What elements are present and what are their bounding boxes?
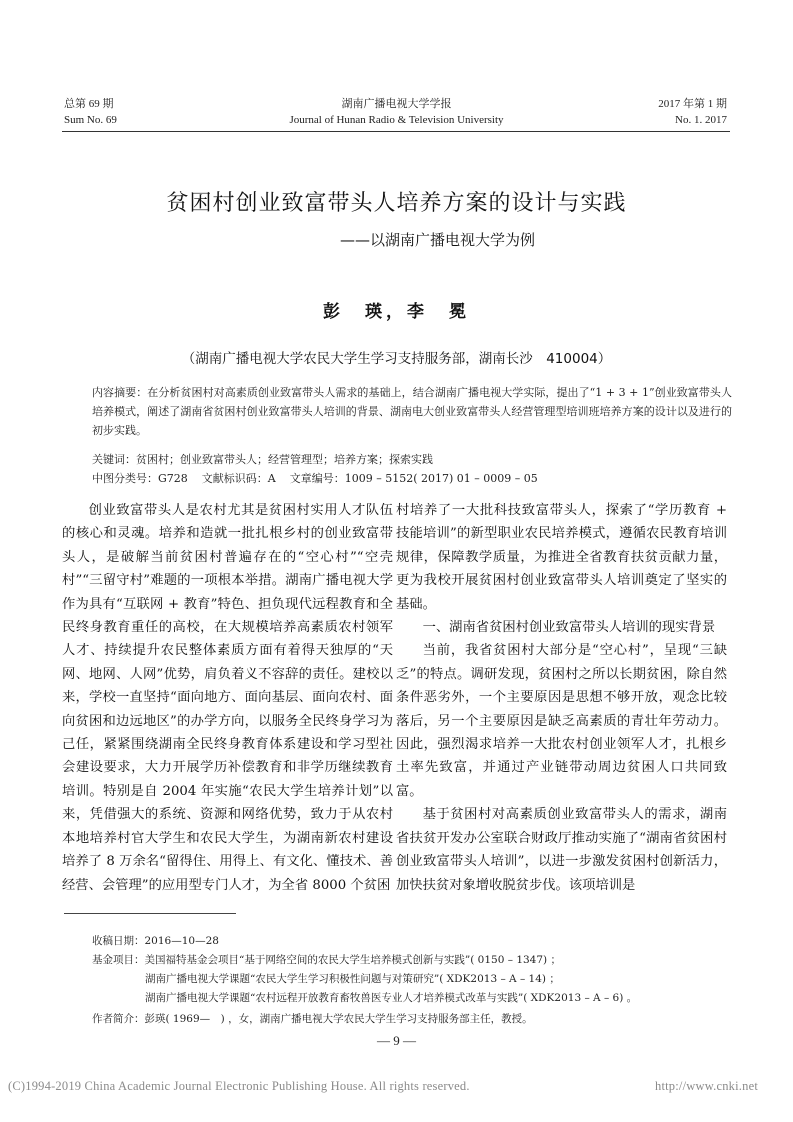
copyright-watermark — [8, 1079, 788, 1094]
article-id-label: 文章编号： — [289, 472, 345, 485]
body-paragraph-continued: 村培养了一大批科技致富带头人，探索了“学历教育 + 技能培训”的新型职业农民培养模式，遵循农民教育培训规律，保障教学质量，为推进全省教育扶贫贡献力量，更为我校开展贫困村创业致富带头人培训奠定了坚实的基础。 — [396, 503, 727, 612]
footnote-author-bio: 作者简介：彭瑛( 1969— ) ，女，湖南广播电视大学农民大学生学习支持服务部主任，教授。 — [92, 1013, 533, 1025]
body-paragraph: 当前，我省贫困村大部分是“空心村”，呈现“三缺乏”的特点。调研发现，贫困村之所以长期贫困，除自然条件恶劣外，一个主要原因是思想不够开放，观念比较落后，另一个主要原因是缺乏高素质的青壮年劳动力。因此，强烈渴求培养一大批农村创业领军人才，扎根乡土率先致富，并通过产业链带动周边贫困人口共同致富。 — [396, 643, 727, 799]
abstract-text: 在分析贫困村对高素质创业致富带头人需求的基础上，结合湖南广播电视大学实际，提出了“1 + 3 + 1”创业致富带头人培养模式，阐述了湖南省贫困村创业致富带头人培训的背景、湖南电大创业致富带头人经营管理型培训班培养方案的设计以及进行的初步实践。 — [92, 386, 732, 437]
page-number: — 9 — — [377, 1033, 416, 1048]
journal-name-en: Journal of Hunan Radio & Television University — [289, 114, 504, 126]
doc-code-value: A — [267, 472, 276, 485]
abstract — [92, 383, 732, 440]
article-authors: 彭 瑛，李 冕 — [323, 302, 470, 322]
body-column-left — [62, 499, 393, 897]
clc-value: G728 — [158, 472, 188, 485]
author-affiliation: （湖南广播电视大学农民大学生学习支持服务部，湖南长沙 410004） — [181, 351, 612, 367]
article-subtitle: ——以湖南广播电视大学为例 — [339, 231, 535, 249]
journal-name-cn: 湖南广播电视大学学报 — [341, 98, 452, 110]
footnote-fund-1: 基金项目：美国福特基金会项目“基于网络空间的农民大学生培养模式创新与实践”( 0150 – 1347) ； — [92, 954, 561, 966]
article-title: 贫困村创业致富带头人培养方案的设计与实践 — [166, 191, 627, 216]
footnote-fund-2: 湖南广播电视大学课题“农民大学生学习积极性问题与对策研究”( XDK2013 – A – 14) ； — [145, 973, 560, 985]
section-heading: 一、湖南省贫困村创业致富带头人培训的现实背景 — [422, 620, 716, 636]
article-id-value: 1009 – 5152( 2017) 01 – 0009 – 05 — [344, 472, 538, 485]
body-paragraph: 创业致富带头人是农村尤其是贫困村实用人才队伍的核心和灵魂。培养和造就一批扎根乡村的创业致富带头人，是破解当前贫困村普遍存在的“空心村”“空壳村”“三留守村”难题的一项根本举措。湖南广播电视大学作为具有“互联网 + 教育”特色、担负现代远程教育和全民终身教育重任的高校，在大规模培养高素质农村领军人才、持续提升农民整体素质方面有着得天独厚的“天网、地网、人网”优势，肩负着义不容辞的责任。建校以来，学校一直坚持“面向地方、面向基层、面向农村、面向贫困和边远地区”的办学方向，以服务全民终身学习为己任，紧紧围绕湖南全民终身教育体系建设和学习型社会建设要求，大力开展学历补偿教育和非学历继续教育培训。特别是自 2004 年实施“农民大学生培养计划”以来，凭借强大的系统、资源和网络优势，致力于从农村本地培养村官大学生和农民大学生，为湖南新农村建设培养了 8 万余名“留得住、用得上、有文化、懂技术、善经营、会管理”的应用型专门人才，为全省 8000 个贫困 — [62, 503, 393, 893]
keywords-label: 关键词： — [92, 453, 136, 466]
footnote-divider — [64, 913, 236, 914]
issue-number-en: No. 1. 2017 — [675, 114, 727, 126]
header-divider — [62, 131, 730, 132]
copyright-text: (C)1994-2019 China Academic Journal Electronic Publishing House. All rights reserved. — [8, 1079, 470, 1093]
keywords-text: 贫困村；创业致富带头人；经营管理型；培养方案；探索实践 — [136, 453, 433, 466]
abstract-label: 内容摘要： — [92, 386, 148, 399]
footnote-received-date: 收稿日期：2016—10—28 — [92, 935, 219, 947]
doc-code-label: 文献标识码： — [201, 472, 268, 485]
issue-number-cn: 2017 年第 1 期 — [658, 98, 727, 110]
running-header-right — [658, 96, 727, 128]
clc-label: 中图分类号： — [92, 472, 158, 485]
keywords — [92, 450, 732, 469]
watermark-url: http://www.cnki.net — [655, 1079, 758, 1093]
body-paragraph: 基于贫困村对高素质创业致富带头人的需求，湖南省扶贫开发办公室联合财政厅推动实施了“湖南省贫困村创业致富带头人培训”，以进一步激发贫困村创新活力，加快扶贫对象增收脱贫步伐。该项培训是 — [396, 807, 727, 893]
body-column-right — [396, 499, 727, 897]
issue-total-cn: 总第 69 期 — [64, 98, 114, 110]
footnote-fund-3: 湖南广播电视大学课题“农村远程开放教育畜牧兽医专业人才培养模式改革与实践”( XDK2013 – A – 6) 。 — [145, 992, 638, 1004]
issue-total-en: Sum No. 69 — [64, 114, 117, 126]
classification-line — [92, 469, 732, 488]
